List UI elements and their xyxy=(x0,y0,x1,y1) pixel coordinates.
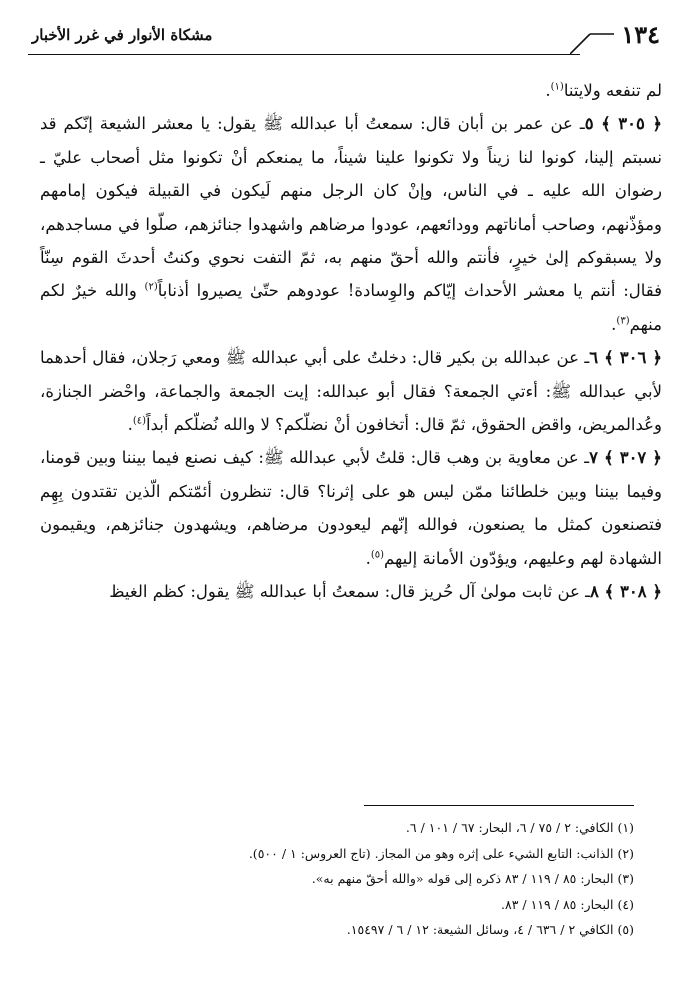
paragraph-tail: . xyxy=(127,415,133,435)
paragraph-text: ـ عن عمر بن أبان قال: سمعتُ أبا عبدالله ﷺ يقول: يا معشر الشيعة إنّكم قد نسبتم إلينا، كونوا لنا زيناً ولا تكونوا علينا شيناً، ما يمنعكم أنْ تكونوا مثل أصحاب عليّ ـ رضوان الله عليه ـ في الناس، وإنْ كان الرجل منهم لَيكون في القبيلة فيكون إمامهم ومؤذّنهم، وصاحب أماناتهم وودائعهم، عودوا مرضاهم واشهدوا جنائزهم، صلّوا في مساجدهم، ولا يسبقوكم إلىٰ خيرٍ، فأنتم والله أحقّ منهم به، ثمّ التفت نحوي وكنتُ أحدثَ القوم سِنّاً فقال: أنتم يا معشر الأحداث إيّاكم والوِسادة! عودوهم حتّىٰ يصيروا أذناباً xyxy=(40,114,663,301)
hadith-number: ﴿ ٣٠٥ ﴾ ٥ xyxy=(584,114,662,134)
paragraph-tail: . xyxy=(611,314,617,334)
footnote-ref: (٤) xyxy=(132,415,147,427)
main-text xyxy=(40,74,662,609)
paragraph-tail: . xyxy=(545,81,551,100)
paragraph-text: ـ عن ثابت مولىٰ آل حُريز قال: سمعتُ أبا عبدالله ﷺ يقول: كظم الغيظ xyxy=(109,582,590,602)
hadith-307 xyxy=(40,441,662,575)
hadith-number: ﴿ ٣٠٦ ﴾ ٦ xyxy=(589,348,662,368)
hadith-number: ﴿ ٣٠٨ ﴾ ٨ xyxy=(589,582,662,602)
footnote-ref: (٥) xyxy=(370,549,385,561)
paragraph-text: ـ عن معاوية بن وهب قال: قلتُ لأبي عبدالله ﷺ: كيف نصنع فيما بيننا وبين قومنا، وفيما بيننا وبين خلطائنا ممّن ليس هو على إثرنا؟ قال: تنظرون أئمّتكم الّذين تقتدون بِهِم فتصنعون كمثل ما يصنعون، فوالله إنّهم ليعودون مرضاهم، ويشهدون جنائزهم، ويقيمون الشهادة لهم وعليهم، ويؤدّون الأمانة إليهم xyxy=(40,448,662,568)
hadith-306 xyxy=(40,341,662,441)
header-rule xyxy=(28,54,580,55)
footnote-1: (١) الكافي: ٢ / ٧٥ / ٦، البحار: ٦٧ / ١٠١ / ٦. xyxy=(405,820,634,835)
paragraph-tail: . xyxy=(365,548,371,568)
footnote-2: (٢) الذانب: التابع الشيء على إثره وهو من المجاز. (تاج العروس: ١ / ٥٠٠). xyxy=(248,845,634,861)
paragraph-continuation xyxy=(40,74,662,107)
footnote-ref: (٣) xyxy=(616,315,630,327)
running-header xyxy=(28,16,666,62)
page-number: ١٣٤ xyxy=(621,20,660,49)
footnotes xyxy=(40,815,634,943)
paragraph-tail: والله خيرٌ لكم منهم xyxy=(40,281,662,334)
footnote-4: (٤) البحار: ٨٥ / ١١٩ / ٨٣. xyxy=(501,896,634,912)
hadith-308 xyxy=(40,575,662,608)
hadith-number: ﴿ ٣٠٧ ﴾ ٧ xyxy=(589,448,662,468)
hadith-305 xyxy=(40,107,662,341)
header-ornament-slant xyxy=(570,32,614,56)
paragraph-text: لم تنفعه ولايتنا xyxy=(563,81,662,100)
footnote-ref: (١) xyxy=(550,81,564,93)
footnote-separator xyxy=(364,805,634,806)
footnote-ref: (٢) xyxy=(144,281,158,293)
running-title: مشكاة الأنوار في غرر الأخبار xyxy=(32,26,213,44)
paragraph-text: ـ عن عبدالله بن بكير قال: دخلتُ على أبي عبدالله ﷺ ومعي رَجلان، فقال أحدهما لأبي عبدالله ﷺ: أءتي الجمعة؟ فقال أبو عبدالله: إيت الجمعة والجماعة، واحْضر الجنازة، وعُدالمريض، واقض الحقوق، ثمّ قال: أتخافون أنْ نضلّكم؟ لا والله نُضلّكم أبداً xyxy=(40,348,662,435)
footnote-3: (٣) البحار: ٨٥ / ١١٩ / ٨٣ ذكره إلى قوله «والله أحقّ منهم به». xyxy=(311,871,634,887)
footnote-5: (٥) الكافي ٢ / ٦٣٦ / ٤، وسائل الشيعة: ١٢ / ٦ / ١٥٤٩٧. xyxy=(346,922,634,938)
